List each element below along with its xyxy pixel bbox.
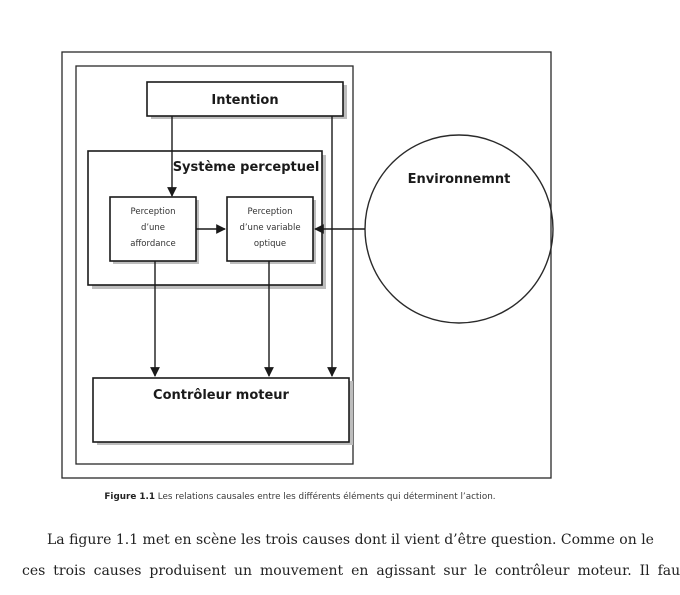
perceptual-system-label: Système perceptuel [172,160,320,175]
body-paragraph [0,525,680,587]
figure-caption [0,492,600,502]
body-line-2: ces trois causes produisent un mouvement en agissant sur le contrôleur moteur. Il fau [22,563,680,579]
figure-label: Figure 1.1 [104,492,155,502]
intention-label: Intention [211,93,279,108]
environment-label: Environnemnt [407,172,511,187]
caption-text: Les relations causales entre les différents éléments qui déterminent l’action. [157,492,496,502]
optical-line-3: optique [253,239,287,249]
affordance-line-3: affordance [130,239,176,249]
environment-circle [365,135,553,323]
body-line-1: La figure 1.1 met en scène les trois causes dont il vient d’être question. Comme on le [47,532,654,548]
motor-controller-label: Contrôleur moteur [153,388,289,403]
affordance-line-2: d’une [140,223,166,233]
optical-line-2: d’une variable [239,223,301,233]
affordance-line-1: Perception [130,207,176,217]
optical-line-1: Perception [247,207,293,217]
